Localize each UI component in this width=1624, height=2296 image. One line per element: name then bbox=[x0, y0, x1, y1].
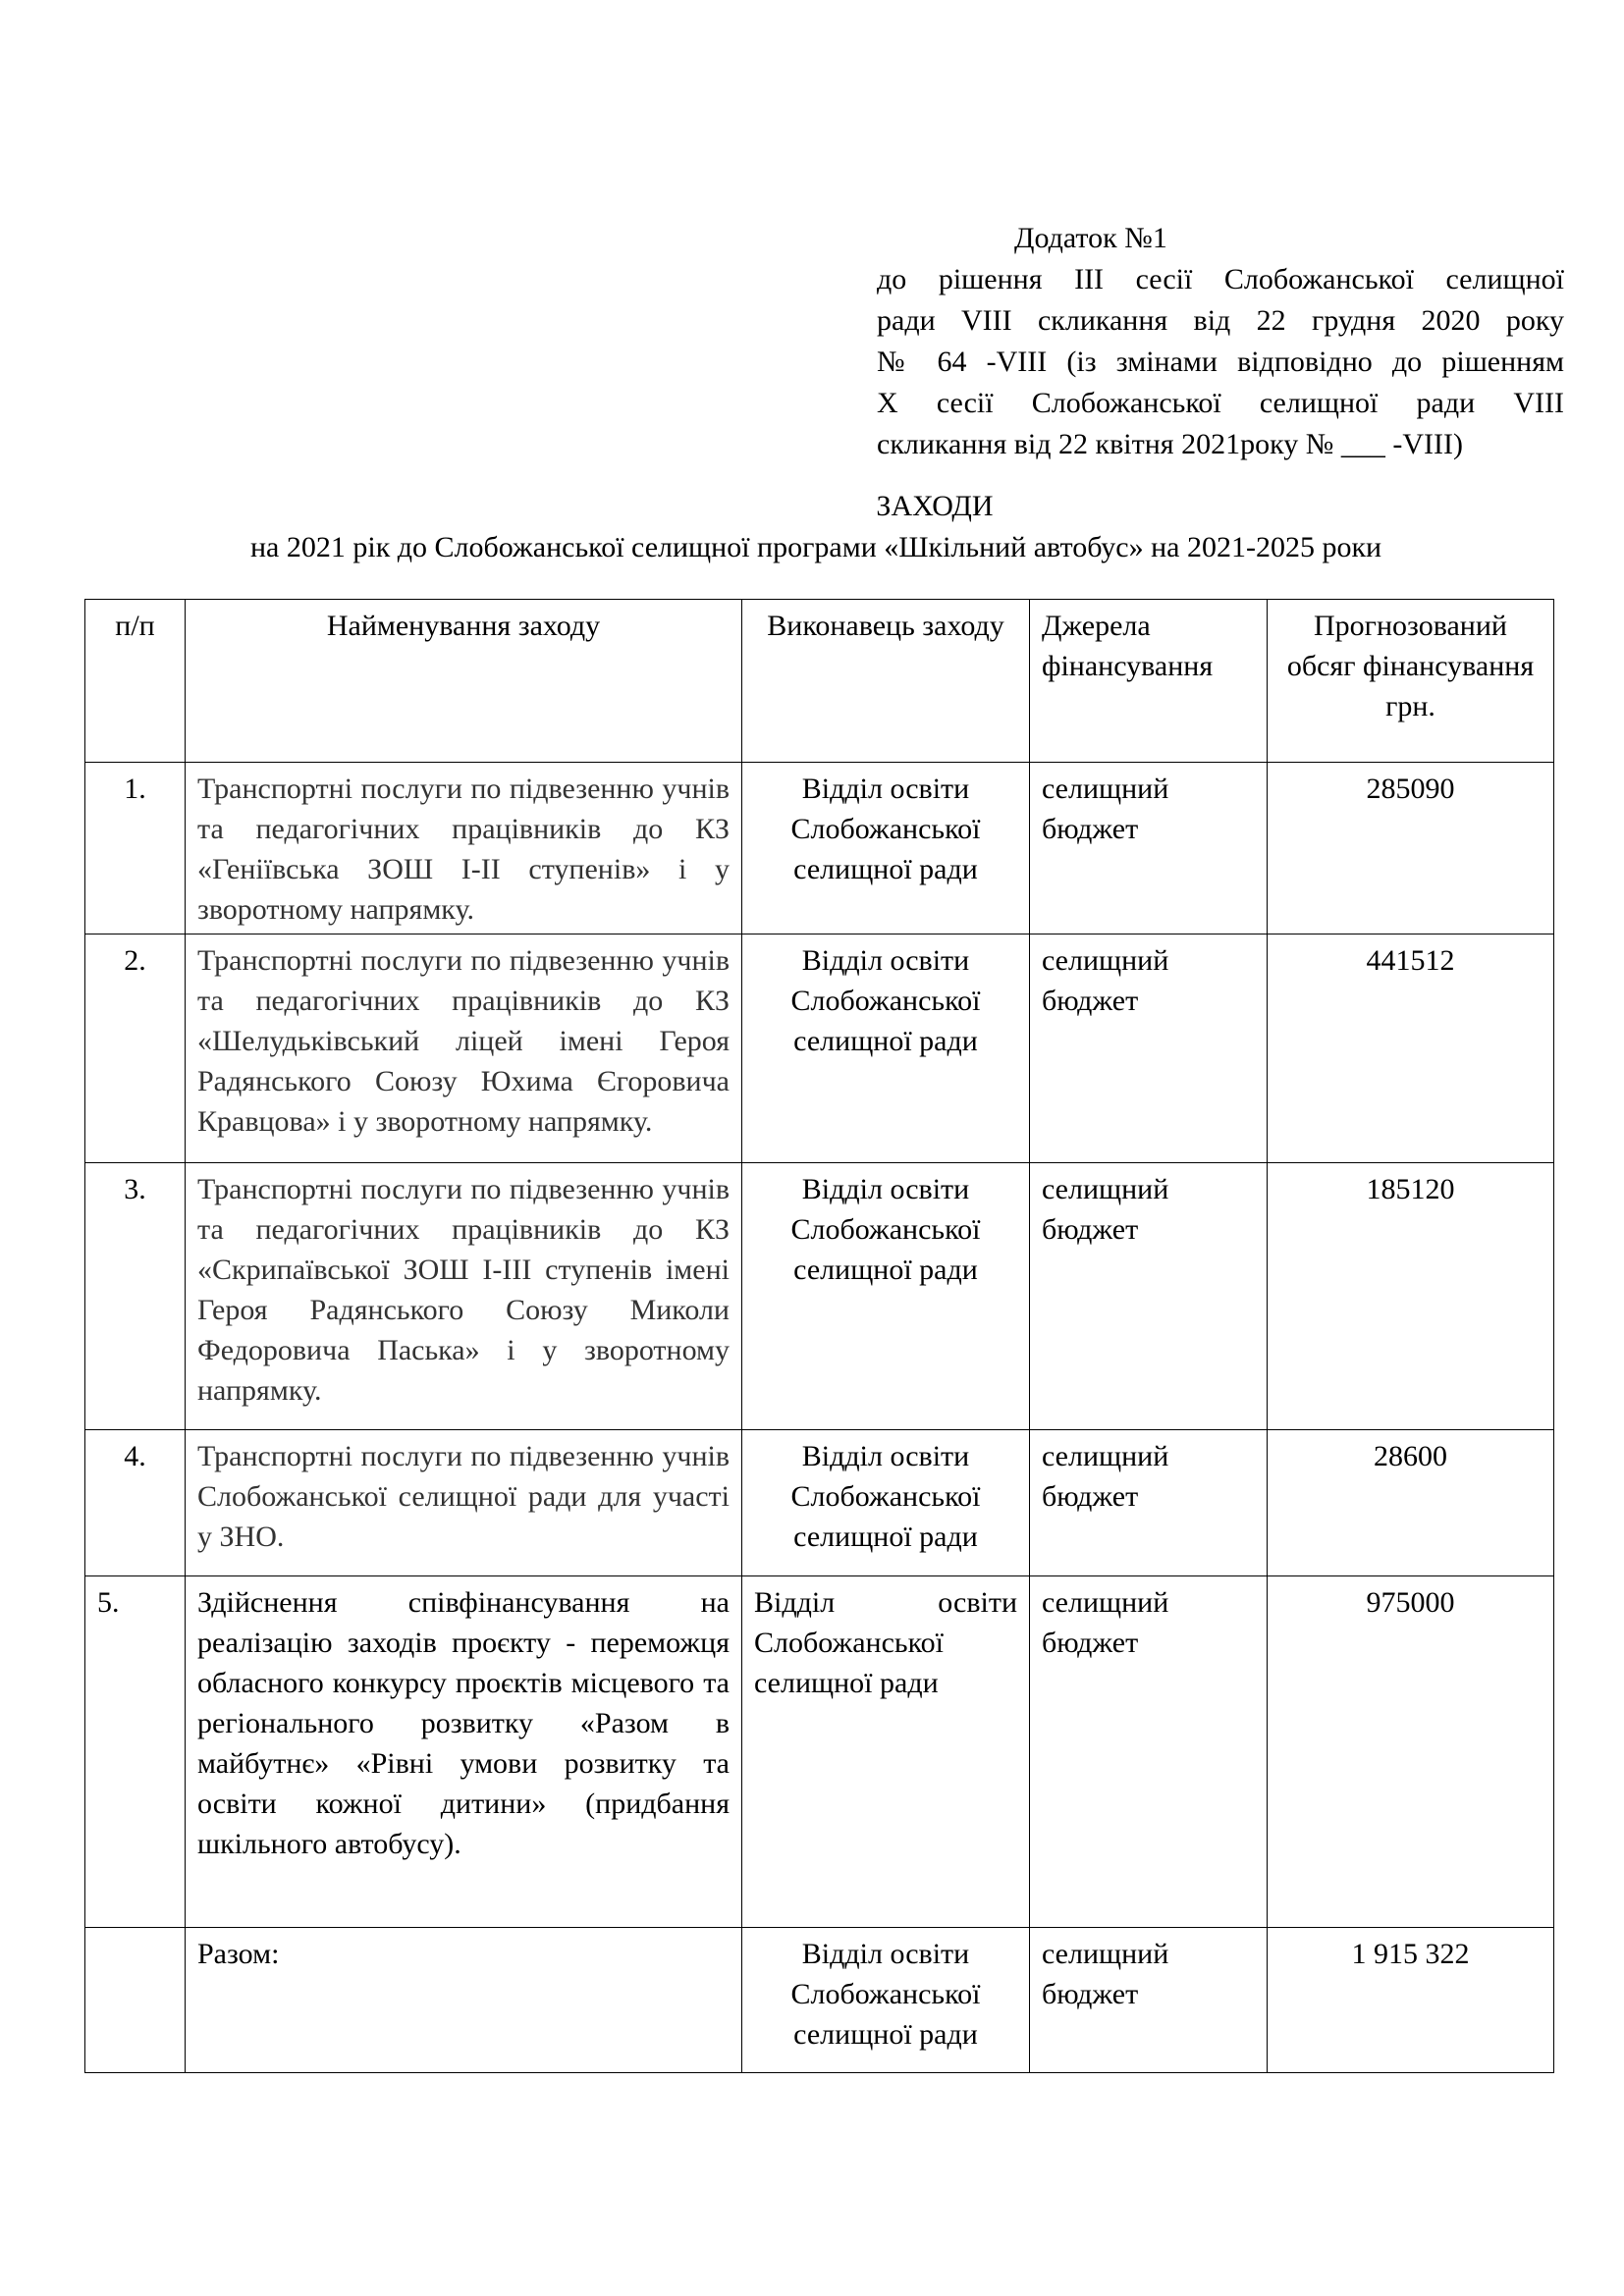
row-number: 4. bbox=[85, 1430, 186, 1576]
row-name: Транспортні послуги по підвезенню учнів Слобожанської селищної ради для участі у ЗНО. bbox=[186, 1430, 742, 1576]
table-header-row bbox=[85, 600, 1554, 763]
row-executor: Відділ освіти Слобожанської селищної ради bbox=[742, 763, 1030, 934]
appendix-heading: Додаток №1 bbox=[1014, 222, 1167, 254]
row-name: Транспортні послуги по підвезенню учнів та педагогічних працівників до КЗ «Геніївська ЗОШ І-ІІ ступенів» і у зворотному напрямку. bbox=[186, 763, 742, 934]
appendix-line: до рішення ІІІ сесії Слобожанської селищної bbox=[877, 263, 1564, 295]
table-row bbox=[85, 1430, 1554, 1576]
row-executor: Відділ освіти Слобожанської селищної ради bbox=[742, 934, 1030, 1163]
appendix-line: № 64 -VIIІ (із змінами відповідно до рішенням bbox=[877, 346, 1564, 378]
appendix-block bbox=[877, 218, 1564, 465]
document-subtitle: на 2021 рік до Слобожанської селищної програми «Шкільний автобус» на 2021-2025 роки bbox=[250, 531, 1382, 563]
row-source: селищний бюджет bbox=[1030, 1576, 1268, 1928]
row-executor: Відділ освіти Слобожанської селищної ради bbox=[742, 1163, 1030, 1430]
row-name: Транспортні послуги по підвезенню учнів та педагогічних працівників до КЗ «Скрипаївської ЗОШ І-ІІІ ступенів імені Героя Радянського Союзу Миколи Федоровича Паська» і у зворотному напрямку. bbox=[186, 1163, 742, 1430]
row-executor: Відділ освіти Слобожанської селищної ради bbox=[742, 1430, 1030, 1576]
row-number: 2. bbox=[85, 934, 186, 1163]
row-name: Транспортні послуги по підвезенню учнів та педагогічних працівників до КЗ «Шелудьківський ліцей імені Героя Радянського Союзу Юхима Єгоровича Кравцова» і у зворотному напрямку. bbox=[186, 934, 742, 1163]
row-amount: 28600 bbox=[1268, 1430, 1554, 1576]
row-amount: 441512 bbox=[1268, 934, 1554, 1163]
row-name: Здійснення співфінансування на реалізацію заходів проєкту - переможця обласного конкурсу проєктів місцевого та регіонального розвитку «Разом в майбутнє» «Рівні умови розвитку та освіти кожної дитини» (придбання шкільного автобусу). bbox=[186, 1576, 742, 1928]
row-number: 1. bbox=[85, 763, 186, 934]
header-amount: Прогнозований обсяг фінансування грн. bbox=[1268, 600, 1554, 763]
appendix-line: скликання від 22 квітня 2021року № ___ -VIII) bbox=[877, 428, 1463, 460]
total-executor: Відділ освіти Слобожанської селищної ради bbox=[742, 1928, 1030, 2073]
row-amount: 285090 bbox=[1268, 763, 1554, 934]
header-number: п/п bbox=[85, 600, 186, 763]
total-label: Разом: bbox=[186, 1928, 742, 2073]
row-amount: 975000 bbox=[1268, 1576, 1554, 1928]
header-name: Найменування заходу bbox=[186, 600, 742, 763]
row-source: селищний бюджет bbox=[1030, 1430, 1268, 1576]
appendix-line: ради VIIІ скликання від 22 грудня 2020 року bbox=[877, 304, 1564, 337]
row-amount: 185120 bbox=[1268, 1163, 1554, 1430]
row-source: селищний бюджет bbox=[1030, 1163, 1268, 1430]
row-source: селищний бюджет bbox=[1030, 934, 1268, 1163]
measures-table bbox=[84, 599, 1554, 2073]
table-row bbox=[85, 1576, 1554, 1928]
table-row bbox=[85, 1163, 1554, 1430]
total-source: селищний бюджет bbox=[1030, 1928, 1268, 2073]
total-amount: 1 915 322 bbox=[1268, 1928, 1554, 2073]
row-number: 5. bbox=[85, 1576, 186, 1928]
row-number: 3. bbox=[85, 1163, 186, 1430]
table-row bbox=[85, 934, 1554, 1163]
document-title: ЗАХОДИ bbox=[876, 490, 994, 522]
row-source: селищний бюджет bbox=[1030, 763, 1268, 934]
total-number-empty bbox=[85, 1928, 186, 2073]
appendix-line: X сесії Слобожанської селищної ради VIII bbox=[877, 387, 1564, 419]
header-source: Джерела фінансування bbox=[1030, 600, 1268, 763]
table-total-row bbox=[85, 1928, 1554, 2073]
table-row bbox=[85, 763, 1554, 934]
header-executor: Виконавець заходу bbox=[742, 600, 1030, 763]
row-executor: Відділ освіти Слобожанської селищної ради bbox=[742, 1576, 1030, 1928]
